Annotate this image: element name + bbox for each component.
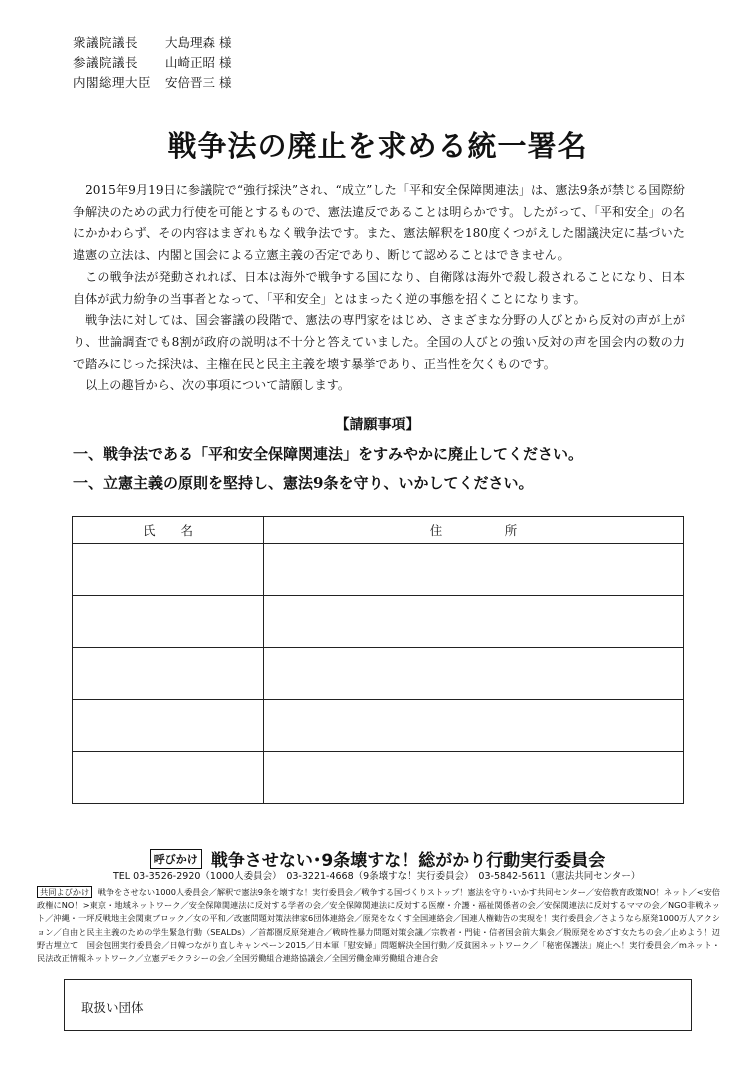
addressee-name: 安倍晋三 様 — [165, 75, 232, 90]
request-heading: 【請願事項】 — [335, 417, 420, 433]
organizer-name: 戦争させない･9条壊すな！総がかり行動実行委員会 — [210, 851, 606, 871]
address-field[interactable] — [264, 752, 684, 804]
signature-row — [73, 752, 684, 804]
signature-table — [72, 516, 684, 804]
addressee-title: 衆議院議長 — [73, 35, 139, 50]
contact-phones: TEL 03-3526-2920（1000人委員会） 03-3221-4668（9条壊すな！実行委員会） 03-5842-5611（憲法共同センター） — [113, 871, 641, 882]
address-field[interactable] — [264, 596, 684, 648]
addressee-title: 参議院議長 — [73, 55, 139, 70]
addressee-list — [73, 33, 231, 93]
body-paragraph: 2015年9月19日に参議院で“強行採決”され、“成立”した「平和安全保障関連法」は、憲法9条が禁じる国際紛争解決のための武力行使を可能とするもので、憲法違反であることは明らかです。したがって、「平和安全」の名にかかわらず、その内容はまぎれもなく戦争法です。また、憲法解釈を180度くつがえした閣議決定に基づいた違憲の立法は、内閣と国会による立憲主義の否定であり、断じて認めることはできません。 — [73, 183, 685, 263]
name-field[interactable] — [73, 752, 264, 804]
addressee-row — [73, 53, 231, 73]
addressee-title: 内閣総理大臣 — [73, 75, 152, 90]
document-title: 戦争法の廃止を求める統一署名 — [167, 129, 588, 163]
name-field[interactable] — [73, 544, 264, 596]
address-field[interactable] — [264, 544, 684, 596]
organizer-badge: 呼びかけ — [150, 849, 202, 869]
name-column-header: 氏 名 — [73, 517, 264, 544]
joint-badge: 共同よびかけ — [37, 886, 92, 898]
body-paragraph: 以上の趣旨から、次の事項について請願します。 — [85, 378, 350, 393]
addressee-name: 山崎正昭 様 — [165, 55, 232, 70]
handler-label: 取扱い団体 — [81, 1000, 144, 1015]
addressee-row — [73, 33, 231, 53]
request-item: 一、立憲主義の原則を堅持し、憲法9条を守り、いかしてください。 — [73, 474, 534, 492]
handler-box[interactable] — [64, 979, 692, 1031]
body-paragraph: 戦争法に対しては、国会審議の段階で、憲法の専門家をはじめ、さまざまな分野の人びとから反対の声が上がり、世論調査でも8割が政府の説明は不十分と答えていました。全国の人びとの強い反対の声を国会内の数の力で踏みにじった採決は、主権在民と民主主義を壊す暴挙であり、正当性を欠くものです。 — [73, 313, 685, 371]
joint-organizers — [37, 886, 720, 965]
signature-row — [73, 596, 684, 648]
addressee-name: 大島理森 様 — [165, 35, 232, 50]
name-field[interactable] — [73, 648, 264, 700]
body-paragraph: この戦争法が発動されれば、日本は海外で戦争する国になり、自衛隊は海外で殺し殺されることになり、日本自体が武力紛争の当事者となって、「平和安全」とはまったく逆の事態を招くことになります。 — [73, 269, 685, 306]
petition-body — [73, 180, 685, 397]
addressee-row — [73, 73, 231, 93]
joint-organizer-list: 戦争をさせない1000人委員会／解釈で憲法9条を壊すな！実行委員会／戦争する国づくりストップ！憲法を守り･いかす共同センター／安倍教育政策NO！ネット／<安倍政権にNO！>東京・地域ネットワーク／安全保障関連法に反対する学者の会／安全保障関連法に反対する医療・介護・福祉関係者の会／安保関連法に反対するママの会／NGO非戦ネット／沖縄・一坪反戦地主会関東ブロック／女の平和／改憲問題対策法律家6団体連絡会／原発をなくす全国連絡会／国連人権勧告の実現を！実行委員会／さようなら原発1000万人アクション／自由と民主主義のための学生緊急行動（SEALDs）／首都圏反原発連合／戦時性暴力問題対策会議／宗教者・門徒・信者国会前大集会／脱原発をめざす女たちの会／止めよう！辺野古埋立て 国会包囲実行委員会／日韓つながり直しキャンペーン2015／日本軍「慰安婦」問題解決全国行動／反貧困ネットワーク／「秘密保護法」廃止へ！実行委員会／mネット・民法改正情報ネットワーク／立憲デモクラシーの会／全国労働組合連絡協議会／全国労働金庫労働組合連合会 — [37, 887, 720, 964]
signature-table-header — [73, 517, 684, 544]
signature-row — [73, 700, 684, 752]
name-field[interactable] — [73, 596, 264, 648]
address-field[interactable] — [264, 700, 684, 752]
address-field[interactable] — [264, 648, 684, 700]
name-field[interactable] — [73, 700, 264, 752]
signature-row — [73, 648, 684, 700]
address-column-header: 住 所 — [264, 517, 684, 544]
request-item: 一、戦争法である「平和安全保障関連法」をすみやかに廃止してください。 — [73, 445, 584, 463]
signature-row — [73, 544, 684, 596]
